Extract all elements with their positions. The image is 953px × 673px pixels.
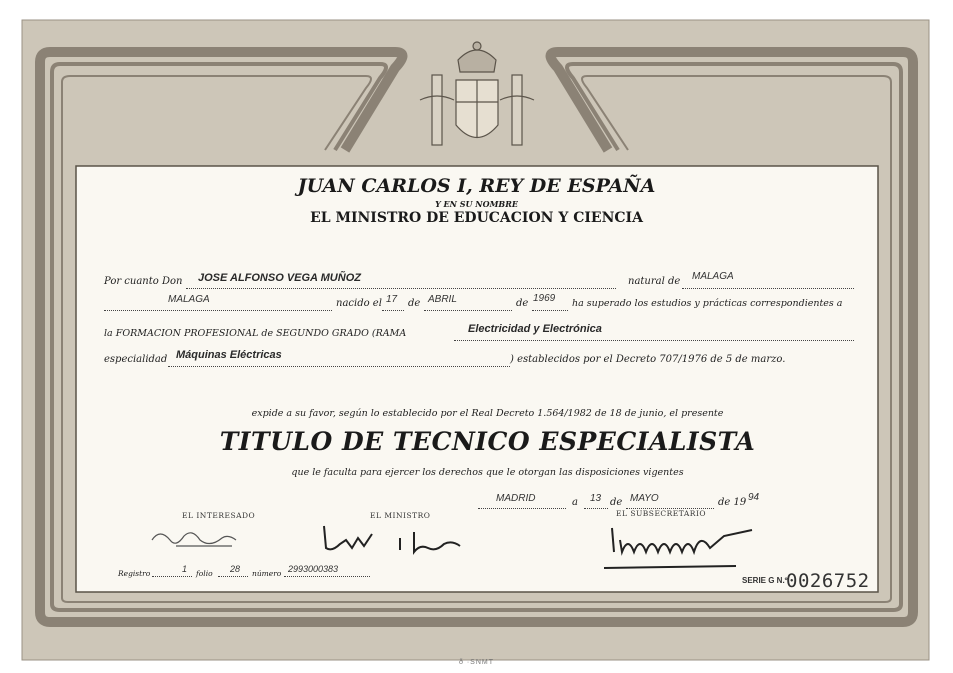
expide-text: expide a su favor, según lo establecido por el Real Decreto 1.564/1982 de 18 de junio, el presente bbox=[251, 408, 724, 419]
date-a: a bbox=[572, 497, 578, 508]
decreto-text: ) establecidos por el Decreto 707/1976 de 5 de marzo. bbox=[510, 354, 786, 365]
por-cuanto-label: Por cuanto Don bbox=[104, 276, 183, 287]
titulo: TITULO DE TECNICO ESPECIALISTA bbox=[219, 427, 756, 456]
serial-number: 0026752 bbox=[786, 570, 870, 592]
birthplace: MALAGA bbox=[692, 271, 734, 282]
formacion-text: la FORMACION PROFESIONAL de SEGUNDO GRADO (RAMA bbox=[104, 328, 407, 339]
issue-day: 13 bbox=[590, 493, 602, 504]
especialidad: Máquinas Eléctricas bbox=[176, 349, 282, 361]
serial-label: SERIE G N.º bbox=[742, 576, 788, 585]
issue-year: 94 bbox=[748, 492, 760, 503]
birth-year: 1969 bbox=[533, 293, 556, 304]
natural-de-label: natural de bbox=[628, 276, 681, 287]
de-label-1: de bbox=[408, 298, 421, 309]
especialidad-label: especialidad bbox=[104, 354, 168, 365]
nacido-el-label: nacido el bbox=[336, 298, 382, 309]
issue-city: MADRID bbox=[496, 493, 536, 504]
footer-mark: ð ·SNMT bbox=[459, 659, 494, 666]
ministro-label: EL MINISTRO bbox=[370, 511, 431, 520]
rama: Electricidad y Electrónica bbox=[468, 323, 602, 335]
superado-text: ha superado los estudios y prácticas correspondientes a bbox=[572, 298, 843, 309]
province: MALAGA bbox=[168, 294, 210, 305]
header-ministro: EL MINISTRO DE EDUCACION Y CIENCIA bbox=[310, 210, 643, 226]
de-label-2: de bbox=[516, 298, 529, 309]
header-en-su-nombre: Y EN SU NOMBRE bbox=[435, 199, 518, 209]
registro-value: 1 bbox=[182, 564, 188, 574]
registro-label: Registro bbox=[118, 569, 151, 578]
header-king: JUAN CARLOS I, REY DE ESPAÑA bbox=[297, 175, 656, 197]
interesado-label: EL INTERESADO bbox=[182, 511, 256, 520]
numero-label: número bbox=[252, 569, 282, 578]
issue-month: MAYO bbox=[630, 493, 659, 504]
subsecretario-label: EL SUBSECRETARIO bbox=[616, 509, 707, 518]
date-de-2: de 19 bbox=[718, 497, 747, 508]
date-de-1: de bbox=[610, 497, 623, 508]
faculta-text: que le faculta para ejercer los derechos que le otorgan las disposiciones vigentes bbox=[291, 467, 684, 478]
birth-month: ABRIL bbox=[428, 294, 457, 305]
birth-day: 17 bbox=[386, 294, 398, 305]
folio-label: folio bbox=[196, 569, 213, 578]
folio-value: 28 bbox=[230, 564, 241, 574]
holder-name: JOSE ALFONSO VEGA MUÑOZ bbox=[198, 272, 361, 284]
numero-value: 2993000383 bbox=[288, 564, 339, 574]
